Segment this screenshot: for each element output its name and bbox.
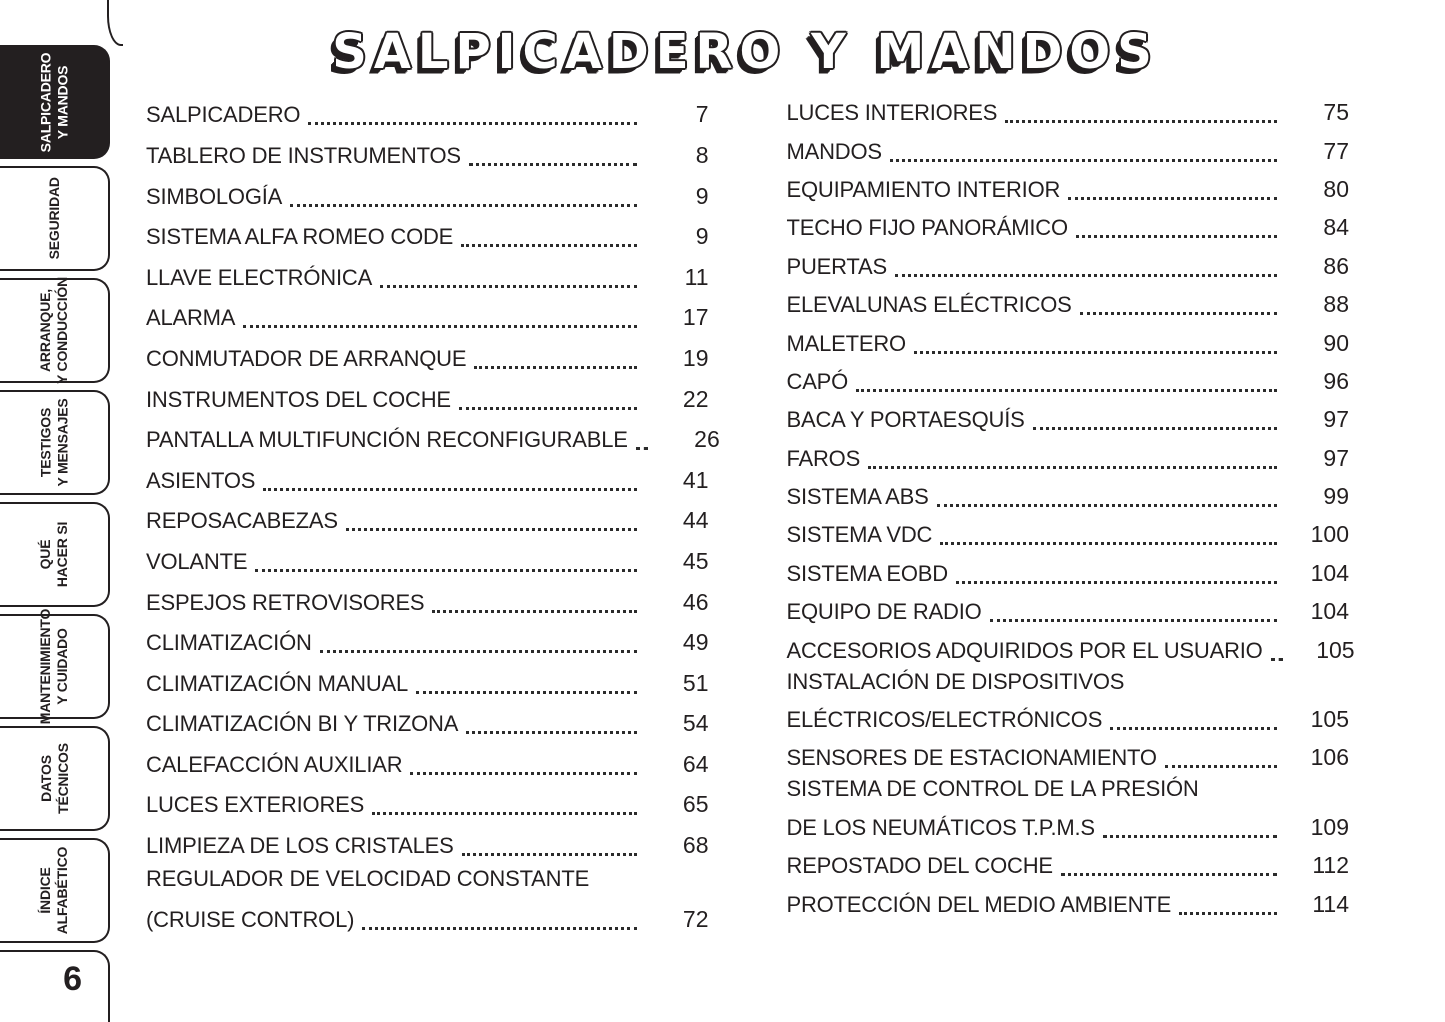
dotted-leader xyxy=(1103,835,1277,838)
toc-page-number: 105 xyxy=(1310,706,1349,733)
toc-entry-label: CLIMATIZACIÓN MANUAL xyxy=(146,670,409,696)
toc-page-number: 97 xyxy=(1323,406,1349,433)
toc-page-number: 88 xyxy=(1323,291,1349,318)
toc-page-number: 68 xyxy=(682,832,709,859)
dotted-leader xyxy=(243,325,636,328)
toc-page-number: 86 xyxy=(1323,252,1349,279)
toc-page-number: 100 xyxy=(1310,521,1349,548)
toc-entry xyxy=(787,592,1350,630)
toc-page-number: 72 xyxy=(682,905,709,932)
toc-entry xyxy=(787,438,1350,476)
toc-entry xyxy=(787,776,1350,807)
dotted-leader xyxy=(895,274,1277,277)
dotted-leader xyxy=(459,407,637,410)
table-of-contents xyxy=(146,93,1355,938)
dotted-leader xyxy=(1076,235,1277,238)
dotted-leader xyxy=(1179,912,1277,915)
toc-page-number: 22 xyxy=(682,385,709,412)
toc-entry-label: ESPEJOS RETROVISORES xyxy=(146,589,425,615)
toc-entry-label: PROTECCIÓN DEL MEDIO AMBIENTE xyxy=(786,891,1172,917)
toc-entry xyxy=(787,477,1350,515)
toc-entry-label: VOLANTE xyxy=(146,548,248,574)
dotted-leader xyxy=(466,731,636,734)
toc-page-number: 7 xyxy=(695,101,709,128)
dotted-leader xyxy=(1033,427,1277,430)
toc-entry-label: ASIENTOS xyxy=(146,467,256,493)
toc-entry-label: REPOSTADO DEL COCHE xyxy=(786,853,1053,879)
dotted-leader xyxy=(937,504,1277,507)
toc-page-number: 41 xyxy=(682,466,709,493)
toc-page-number: 77 xyxy=(1323,137,1349,164)
dotted-leader xyxy=(372,812,636,815)
toc-entry-label: SENSORES DE ESTACIONAMIENTO xyxy=(786,745,1157,771)
dotted-leader xyxy=(362,927,636,930)
toc-entry-label: BACA Y PORTAESQUÍS xyxy=(786,407,1025,433)
sidebar-tab xyxy=(0,838,110,943)
dotted-leader xyxy=(410,772,636,775)
toc-entry-label: SISTEMA ABS xyxy=(786,484,929,510)
page-number-tab xyxy=(0,950,110,1022)
toc-entry xyxy=(146,133,709,174)
sidebar-tab-label: SEGURIDAD xyxy=(45,177,62,260)
toc-page-number: 51 xyxy=(682,669,709,696)
dotted-leader xyxy=(1005,120,1277,123)
dotted-leader xyxy=(416,691,636,694)
dotted-leader xyxy=(868,466,1277,469)
dotted-leader xyxy=(956,581,1277,584)
toc-page-number: 97 xyxy=(1323,444,1349,471)
dotted-leader xyxy=(940,542,1277,545)
toc-page-number: 49 xyxy=(682,629,709,656)
toc-entry xyxy=(146,742,709,783)
sidebar-tab-label: SALPICADERO Y MANDOS xyxy=(37,52,70,152)
toc-entry-label: LUCES EXTERIORES xyxy=(146,792,365,818)
toc-page-number: 44 xyxy=(682,507,709,534)
toc-entry-label: ALARMA xyxy=(146,305,236,331)
toc-entry-label: INSTRUMENTOS DEL COCHE xyxy=(146,386,451,412)
toc-entry xyxy=(787,400,1350,438)
toc-entry-label: DE LOS NEUMÁTICOS T.P.M.S xyxy=(786,814,1095,840)
toc-entry-label: ELÉCTRICOS/ELECTRÓNICOS xyxy=(786,707,1103,733)
dotted-leader xyxy=(290,204,636,207)
toc-entry xyxy=(146,621,709,662)
sidebar-tab-label: MANTENIMIENTO Y CUIDADO xyxy=(37,608,70,725)
toc-entry xyxy=(786,630,1355,668)
toc-left-column xyxy=(146,93,720,938)
sidebar-tab-label: QUÉ HACER SI xyxy=(37,521,70,588)
toc-entry xyxy=(787,515,1350,553)
sidebar-tab-label: DATOS TÉCNICOS xyxy=(37,743,70,814)
toc-entry xyxy=(787,884,1350,922)
dotted-leader xyxy=(1271,658,1283,661)
toc-entry-label: TABLERO DE INSTRUMENTOS xyxy=(146,142,461,168)
dotted-leader xyxy=(890,159,1277,162)
toc-entry xyxy=(787,208,1350,246)
toc-page-number: 19 xyxy=(682,344,709,371)
dotted-leader xyxy=(856,389,1277,392)
dotted-leader xyxy=(263,488,636,491)
toc-entry xyxy=(146,702,709,743)
toc-entry-label: CLIMATIZACIÓN xyxy=(146,630,312,656)
toc-entry xyxy=(787,738,1350,776)
sidebar-tab-label: ÍNDICE ALFABÉTICO xyxy=(37,846,70,935)
toc-page-number: 26 xyxy=(694,426,720,453)
toc-entry-label: FAROS xyxy=(786,445,861,471)
toc-entry-label: LUCES INTERIORES xyxy=(786,100,998,126)
toc-page-number: 80 xyxy=(1323,175,1349,202)
toc-page-number: 9 xyxy=(695,223,709,250)
toc-entry xyxy=(787,700,1350,738)
toc-entry xyxy=(146,174,709,215)
toc-page-number: 84 xyxy=(1323,214,1349,241)
dotted-leader xyxy=(914,351,1277,354)
toc-page-number: 109 xyxy=(1310,813,1349,840)
toc-page-number: 96 xyxy=(1323,367,1349,394)
toc-entry xyxy=(787,131,1350,169)
dotted-leader xyxy=(346,528,637,531)
toc-entry xyxy=(787,553,1350,591)
toc-entry xyxy=(146,377,709,418)
dotted-leader xyxy=(432,610,636,613)
sidebar-tab xyxy=(0,45,110,159)
dotted-leader xyxy=(636,447,648,450)
toc-entry-label: REPOSACABEZAS xyxy=(146,508,338,534)
toc-entry-label: TECHO FIJO PANORÁMICO xyxy=(786,215,1068,241)
toc-entry-label: ACCESORIOS ADQUIRIDOS POR EL USUARIO xyxy=(786,637,1263,663)
toc-entry xyxy=(146,499,709,540)
dotted-leader xyxy=(255,569,636,572)
dotted-leader xyxy=(308,122,636,125)
toc-page-number: 8 xyxy=(695,141,709,168)
toc-entry-label: REGULADOR DE VELOCIDAD CONSTANTE xyxy=(146,866,590,892)
toc-entry xyxy=(146,897,709,938)
dotted-leader xyxy=(1080,312,1277,315)
toc-entry xyxy=(787,170,1350,208)
toc-entry xyxy=(146,539,709,580)
dotted-leader xyxy=(1068,197,1277,200)
toc-entry-label: (CRUISE CONTROL) xyxy=(146,906,355,932)
toc-entry-label: LIMPIEZA DE LOS CRISTALES xyxy=(146,833,454,859)
dotted-leader xyxy=(1165,765,1277,768)
dotted-leader xyxy=(380,285,636,288)
sidebar-tab xyxy=(0,502,110,607)
toc-page-number: 114 xyxy=(1312,890,1349,917)
dotted-leader xyxy=(990,619,1277,622)
toc-page-number: 105 xyxy=(1316,636,1355,663)
toc-page-number: 11 xyxy=(684,263,709,290)
toc-entry-label: INSTALACIÓN DE DISPOSITIVOS xyxy=(786,668,1125,694)
dotted-leader xyxy=(1061,873,1277,876)
toc-entry-label: CALEFACCIÓN AUXILIAR xyxy=(146,751,403,777)
toc-entry-label: CAPÓ xyxy=(786,368,849,394)
toc-entry xyxy=(146,458,709,499)
sidebar-tab xyxy=(0,608,110,725)
toc-entry xyxy=(146,823,709,864)
toc-entry xyxy=(787,285,1350,323)
toc-page-number: 64 xyxy=(682,750,709,777)
toc-page-number: 9 xyxy=(695,182,709,209)
dotted-leader xyxy=(462,853,637,856)
toc-page-number: 65 xyxy=(682,791,709,818)
toc-right-column xyxy=(786,93,1355,938)
toc-entry xyxy=(146,580,709,621)
toc-entry-label: SALPICADERO xyxy=(146,102,301,128)
toc-entry-label: SISTEMA DE CONTROL DE LA PRESIÓN xyxy=(786,776,1199,802)
toc-page-number: 99 xyxy=(1323,483,1349,510)
toc-page-number: 46 xyxy=(682,588,709,615)
toc-entry xyxy=(146,255,709,296)
toc-entry-label: CONMUTADOR DE ARRANQUE xyxy=(146,345,467,371)
sidebar-tab xyxy=(0,166,110,271)
content xyxy=(110,0,1445,938)
toc-page-number: 104 xyxy=(1310,559,1349,586)
toc-entry-label: SISTEMA ALFA ROMEO CODE xyxy=(146,224,454,250)
toc-entry-label: PANTALLA MULTIFUNCIÓN RECONFIGURABLE xyxy=(146,427,628,453)
toc-entry-label: SISTEMA EOBD xyxy=(786,560,948,586)
toc-entry-label: MANDOS xyxy=(786,138,882,164)
toc-page-number: 75 xyxy=(1323,99,1349,126)
page-title: SALPICADERO Y MANDOS xyxy=(332,24,1159,80)
toc-entry-label: LLAVE ELECTRÓNICA xyxy=(146,264,373,290)
dotted-leader xyxy=(461,244,636,247)
toc-entry xyxy=(146,418,720,459)
toc-page-number: 45 xyxy=(682,547,709,574)
toc-page-number: 17 xyxy=(682,304,709,331)
dotted-leader xyxy=(1110,727,1277,730)
page-number: 6 xyxy=(63,960,82,998)
toc-entry xyxy=(146,864,709,897)
toc-page-number: 112 xyxy=(1312,852,1349,879)
toc-entry xyxy=(787,246,1350,284)
toc-page-number: 106 xyxy=(1310,744,1349,771)
toc-entry-label: SIMBOLOGÍA xyxy=(146,183,283,209)
toc-entry xyxy=(787,362,1350,400)
dotted-leader xyxy=(320,650,637,653)
toc-entry-label: CLIMATIZACIÓN BI Y TRIZONA xyxy=(146,711,459,737)
toc-entry xyxy=(146,336,709,377)
sidebar-tab xyxy=(0,726,110,831)
toc-entry xyxy=(787,93,1350,131)
sidebar-tabs xyxy=(0,45,110,943)
toc-entry-label: ELEVALUNAS ELÉCTRICOS xyxy=(786,292,1072,318)
sidebar-tab xyxy=(0,390,110,495)
toc-entry xyxy=(146,93,709,134)
sidebar-tab-label: TESTIGOS Y MENSAJES xyxy=(37,398,70,487)
toc-entry-label: SISTEMA VDC xyxy=(786,522,933,548)
toc-page-number: 90 xyxy=(1323,329,1349,356)
toc-entry-label: PUERTAS xyxy=(786,253,887,279)
toc-entry xyxy=(787,323,1350,361)
toc-entry xyxy=(146,661,709,702)
toc-entry xyxy=(146,296,709,337)
toc-entry xyxy=(146,783,709,824)
toc-page-number: 104 xyxy=(1310,598,1349,625)
dotted-leader xyxy=(474,366,636,369)
toc-entry-label: EQUIPO DE RADIO xyxy=(786,599,982,625)
toc-entry xyxy=(787,669,1350,700)
sidebar-tab xyxy=(0,278,110,383)
toc-entry xyxy=(146,215,709,256)
toc-entry xyxy=(787,846,1350,884)
toc-page-number: 54 xyxy=(682,710,709,737)
dotted-leader xyxy=(469,163,637,166)
toc-entry-label: MALETERO xyxy=(786,330,906,356)
toc-entry xyxy=(787,807,1350,845)
sidebar-tab-label: ARRANQUE, Y CONDUCCIÓN xyxy=(37,276,70,385)
toc-entry-label: EQUIPAMIENTO INTERIOR xyxy=(786,176,1061,202)
